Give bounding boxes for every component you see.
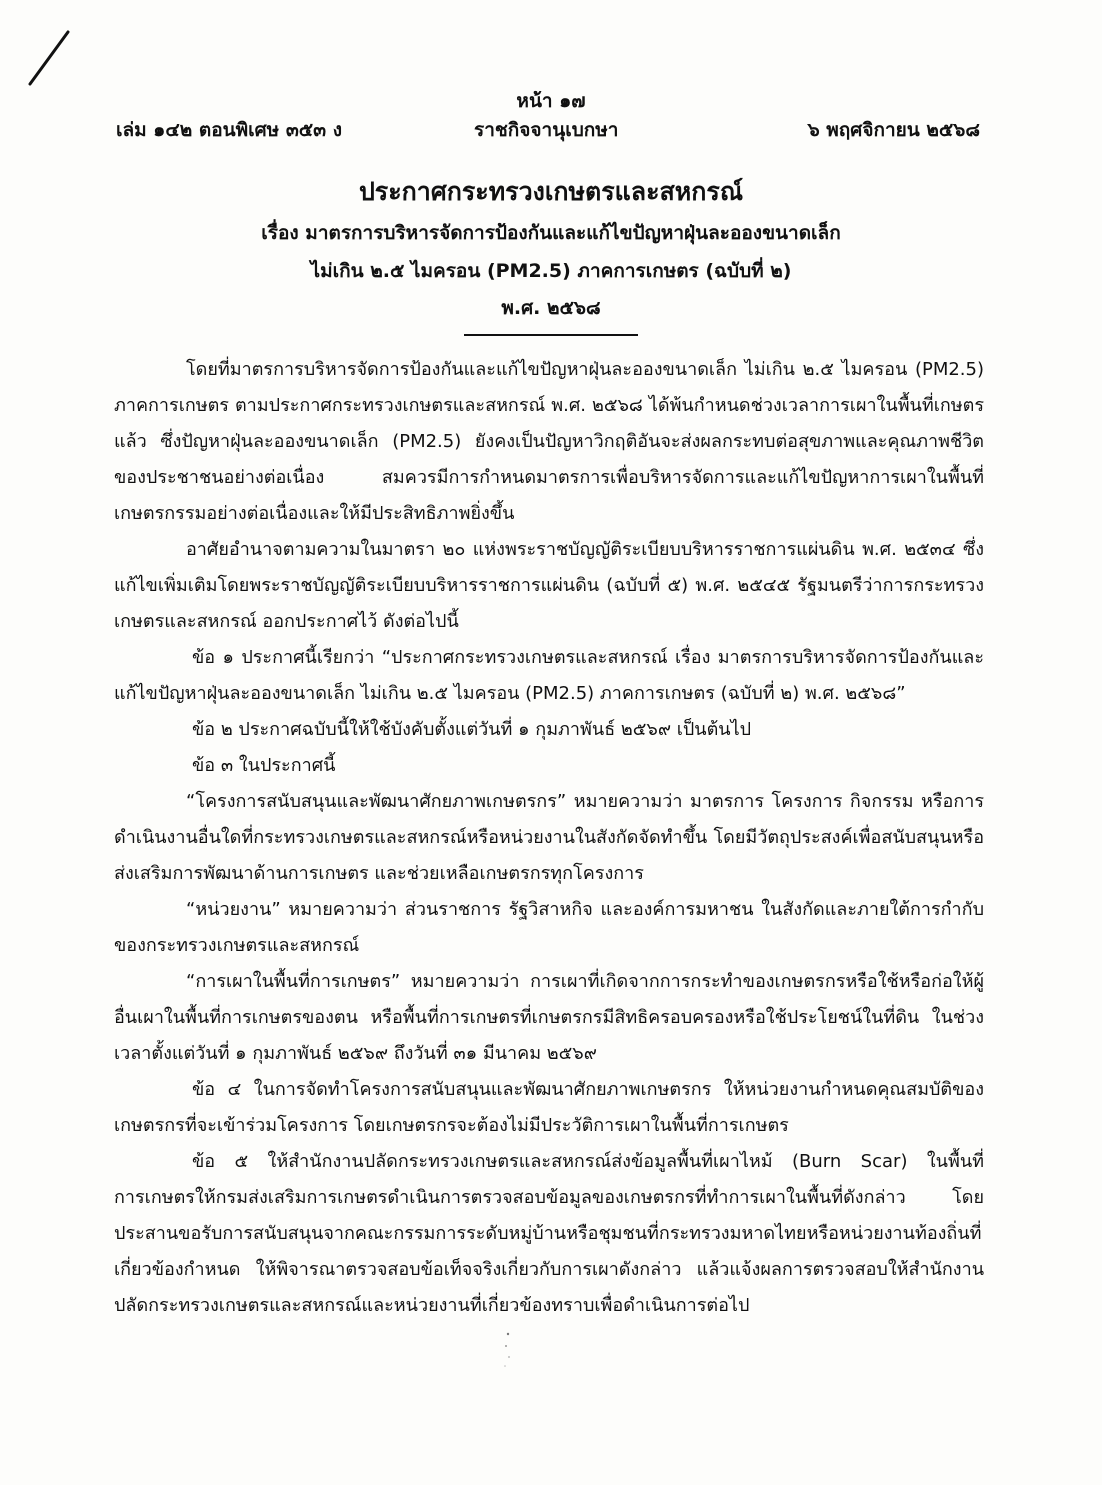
definition-burning: “การเผาในพื้นที่การเกษตร” หมายความว่า การเผาที่เกิดจากการกระทำของเกษตรกรหรือใช้หรือก่อให้ผู้อื่นเผาในพื้นที่การเกษตรของตน หรือพื้นที่การเกษตรที่เกษตรกรมีสิทธิครอบครองหรือใช้ประโยชน์ในที่ดิน ในช่วงเวลาตั้งแต่วันที่ ๑ กุมภาพันธ์ ๒๕๖๙ ถึงวันที่ ๓๑ มีนาคม ๒๕๖๙ bbox=[114, 971, 984, 1064]
definition-agency: “หน่วยงาน” หมายความว่า ส่วนราชการ รัฐวิสาหกิจ และองค์การมหาชน ในสังกัดและภายใต้การกำกับของกระทรวงเกษตรและสหกรณ์ bbox=[114, 899, 984, 956]
preamble-paragraph: โดยที่มาตรการบริหารจัดการป้องกันและแก้ไขปัญหาฝุ่นละอองขนาดเล็ก ไม่เกิน ๒.๕ ไมครอน (PM2.5) ภาคการเกษตร ตามประกาศกระทรวงเกษตรและสหกรณ์ พ.ศ. ๒๕๖๘ ได้พ้นกำหนดช่วงเวลาการเผาในพื้นที่เกษตรแล้ว ซึ่งปัญหาฝุ่นละอองขนาดเล็ก (PM2.5) ยังคงเป็นปัญหาวิกฤติอันจะส่งผลกระทบต่อสุขภาพและคุณภาพชีวิตของประชาชนอย่างต่อเนื่อง สมควรมีการกำหนดมาตรการเพื่อบริหารจัดการและแก้ไขปัญหาการเผาในพื้นที่เกษตรกรรมอย่างต่อเนื่องและให้มีประสิทธิภาพยิ่งขึ้น bbox=[114, 359, 984, 524]
pen-stroke-mark bbox=[20, 28, 80, 90]
page-number: หน้า ๑๗ bbox=[516, 90, 586, 112]
gazette-volume: เล่ม ๑๔๒ ตอนพิเศษ ๓๕๓ ง bbox=[116, 119, 343, 141]
gazette-date: ๖ พฤศจิกายน ๒๕๖๘ bbox=[807, 119, 980, 141]
definition-project: “โครงการสนับสนุนและพัฒนาศักยภาพเกษตรกร” หมายความว่า มาตรการ โครงการ กิจกรรม หรือการดำเนินงานอื่นใดที่กระทรวงเกษตรและสหกรณ์หรือหน่วยงานในสังกัดจัดทำขึ้น โดยมีวัตถุประสงค์เพื่อสนับสนุนหรือส่งเสริมการพัฒนาด้านการเกษตร และช่วยเหลือเกษตรกรทุกโครงการ bbox=[114, 791, 984, 884]
gazette-name: ราชกิจจานุเบกษา bbox=[474, 119, 619, 141]
document-body bbox=[114, 352, 984, 1324]
announcement-title: ประกาศกระทรวงเกษตรและสหกรณ์ bbox=[358, 177, 744, 206]
announcement-year: พ.ศ. ๒๕๖๘ bbox=[501, 297, 601, 319]
announcement-subject-cont: ไม่เกิน ๒.๕ ไมครอน (PM2.5) ภาคการเกษตร (ฉบับที่ ๒) bbox=[310, 260, 792, 282]
clause-1: ข้อ ๑ ประกาศนี้เรียกว่า “ประกาศกระทรวงเกษตรและสหกรณ์ เรื่อง มาตรการบริหารจัดการป้องกันและแก้ไขปัญหาฝุ่นละอองขนาดเล็ก ไม่เกิน ๒.๕ ไมครอน (PM2.5) ภาคการเกษตร (ฉบับที่ ๒) พ.ศ. ๒๕๖๘” bbox=[114, 647, 984, 704]
authority-paragraph: อาศัยอำนาจตามความในมาตรา ๒๐ แห่งพระราชบัญญัติระเบียบบริหารราชการแผ่นดิน พ.ศ. ๒๕๓๔ ซึ่งแก้ไขเพิ่มเติมโดยพระราชบัญญัติระเบียบบริหารราชการแผ่นดิน (ฉบับที่ ๕) พ.ศ. ๒๕๔๕ รัฐมนตรีว่าการกระทรวงเกษตรและสหกรณ์ ออกประกาศไว้ ดังต่อไปนี้ bbox=[114, 539, 984, 632]
clause-4: ข้อ ๔ ในการจัดทำโครงการสนับสนุนและพัฒนาศักยภาพเกษตรกร ให้หน่วยงานกำหนดคุณสมบัติของเกษตรกรที่จะเข้าร่วมโครงการ โดยเกษตรกรจะต้องไม่มีประวัติการเผาในพื้นที่การเกษตร bbox=[114, 1079, 984, 1136]
clause-2: ข้อ ๒ ประกาศฉบับนี้ให้ใช้บังคับตั้งแต่วันที่ ๑ กุมภาพันธ์ ๒๕๖๙ เป็นต้นไป bbox=[192, 719, 752, 740]
title-divider bbox=[464, 334, 638, 336]
clause-5: ข้อ ๕ ให้สำนักงานปลัดกระทรวงเกษตรและสหกรณ์ส่งข้อมูลพื้นที่เผาไหม้ (Burn Scar) ในพื้นที่การเกษตรให้กรมส่งเสริมการเกษตรดำเนินการตรวจสอบข้อมูลของเกษตรกรที่ทำการเผาในพื้นที่ดังกล่าว โดยประสานขอรับการสนับสนุนจากคณะกรรมการระดับหมู่บ้านหรือชุมชนที่กระทรวงมหาดไทยหรือหน่วยงานท้องถิ่นที่เกี่ยวข้องกำหนด ให้พิจารณาตรวจสอบข้อเท็จจริงเกี่ยวกับการเผาดังกล่าว แล้วแจ้งผลการตรวจสอบให้สำนักงานปลัดกระทรวงเกษตรและสหกรณ์และหน่วยงานที่เกี่ยวข้องทราบเพื่อดำเนินการต่อไป bbox=[114, 1151, 984, 1316]
announcement-subject: เรื่อง มาตรการบริหารจัดการป้องกันและแก้ไขปัญหาฝุ่นละอองขนาดเล็ก bbox=[261, 222, 841, 244]
clause-3: ข้อ ๓ ในประกาศนี้ bbox=[192, 755, 336, 776]
scan-speck bbox=[500, 1330, 514, 1370]
